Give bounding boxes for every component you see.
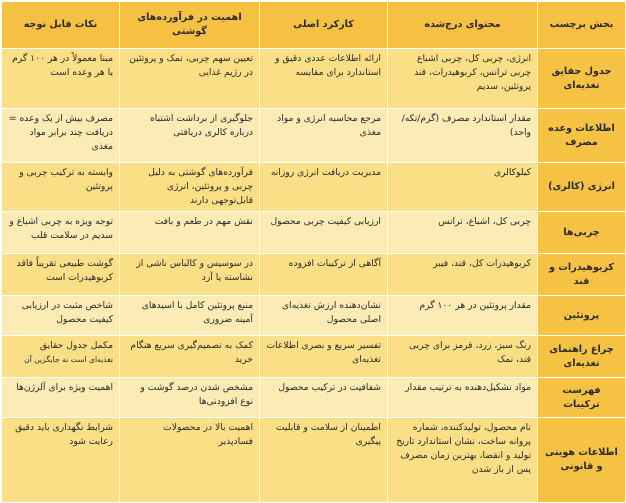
nutrition-label-table-container: [1, 1, 625, 488]
cell-function: ارائه اطلاعات عددی دقیق و استاندارد برای مقایسه: [260, 49, 388, 109]
cell-content: کربوهیدرات کل، قند، فیبر: [388, 254, 538, 296]
cell-function: مدیریت دریافت انرژی روزانه: [260, 163, 388, 212]
cell-content: نام محصول، تولیدکننده، شماره پروانه ساخت، نشان استاندارد تاریخ تولید و انقضا، بهترین زمان مصرف پس از باز شدن: [388, 418, 538, 503]
table-row: [2, 254, 626, 296]
table-row: [2, 378, 626, 418]
table-row: [2, 49, 626, 109]
cell-importance: جلوگیری از برداشت اشتباه درباره کالری دریافتی: [120, 109, 260, 163]
row-label: پروتئین: [538, 296, 626, 336]
header-importance: اهمیت در فرآورده‌های گوشتی: [120, 2, 260, 49]
cell-function: تفسیر سریع و بصری اطلاعات تغذیه‌ای: [260, 336, 388, 378]
cell-importance: در سوسیس و کالباس ناشی از نشاسته یا آرد: [120, 254, 260, 296]
cell-content: مواد تشکیل‌دهنده به ترتیب مقدار: [388, 378, 538, 418]
cell-notes: توجه ویژه به چربی اشباع و سدیم در سلامت قلب: [2, 212, 120, 254]
nutrition-label-table: [1, 1, 626, 503]
cell-notes: شاخص مثبت در ارزیابی کیفیت محصول: [2, 296, 120, 336]
cell-notes: [2, 336, 120, 378]
row-label: چربی‌ها: [538, 212, 626, 254]
table-row: [2, 418, 626, 503]
row-label: انرژی (کالری): [538, 163, 626, 212]
cell-importance: منبع پروتئین کامل با اسیدهای آمینه ضروری: [120, 296, 260, 336]
table-row: [2, 336, 626, 378]
cell-importance: فرآورده‌های گوشتی به دلیل چربی و پروتئین، انرژی قابل‌توجهی دارند: [120, 163, 260, 212]
cell-notes: وابسته به ترکیب چربی و پروتئین: [2, 163, 120, 212]
cell-content: کیلوکالری: [388, 163, 538, 212]
cell-content: رنگ سبز، زرد، قرمز برای چربی قند، نمک: [388, 336, 538, 378]
cell-function: ارزیابی کیفیت چربی محصول: [260, 212, 388, 254]
header-function: کارکرد اصلی: [260, 2, 388, 49]
notes-small-text: تغذیه‌ای است نه جایگزین آن: [24, 355, 113, 364]
row-label: اطلاعات وعده مصرف: [538, 109, 626, 163]
header-notes: نکات قابل توجه: [2, 2, 120, 49]
row-label: فهرست ترکیبات: [538, 378, 626, 418]
notes-main-text: مکمل جدول حقایق: [39, 340, 113, 351]
cell-content: انرژی، چربی کل، چربی اشباع چربی ترانس، کربوهیدرات، قند پروتئین، سدیم: [388, 49, 538, 109]
table-row: [2, 109, 626, 163]
cell-importance: اهمیت بالا در محصولات فسادپذیر: [120, 418, 260, 503]
header-content: محتوای درج‌شده: [388, 2, 538, 49]
table-row: [2, 163, 626, 212]
cell-content: مقدار استاندارد مصرف (گرم/تکه/واحد): [388, 109, 538, 163]
cell-function: مرجع محاسبه انرژی و مواد مغذی: [260, 109, 388, 163]
cell-notes: گوشت طبیعی تقریباً فاقد کربوهیدرات است: [2, 254, 120, 296]
row-label: کربوهیدرات و قند: [538, 254, 626, 296]
cell-importance: نقش مهم در طعم و بافت: [120, 212, 260, 254]
header-section: بخش برچسب: [538, 2, 626, 49]
cell-content: مقدار پروتئین در هر ۱۰۰ گرم: [388, 296, 538, 336]
cell-notes: مبنا معمولاً در هر ۱۰۰ گرم یا هر وعده است: [2, 49, 120, 109]
cell-function: نشان‌دهنده ارزش تغذیه‌ای اصلی محصول: [260, 296, 388, 336]
table-header-row: [2, 2, 626, 49]
cell-importance: مشخص شدن درصد گوشت و نوع افزودنی‌ها: [120, 378, 260, 418]
cell-function: اطمینان از سلامت و قابلیت پیگیری: [260, 418, 388, 503]
row-label: چراغ راهنمای تغذیه‌ای: [538, 336, 626, 378]
cell-notes: اهمیت ویژه برای آلرژن‌ها: [2, 378, 120, 418]
row-label: جدول حقایق تغذیه‌ای: [538, 49, 626, 109]
cell-notes: مصرف بیش از یک وعده = دریافت چند برابر مواد مغذی: [2, 109, 120, 163]
table-row: [2, 212, 626, 254]
cell-notes: شرایط نگهداری باید دقیق رعایت شود: [2, 418, 120, 503]
cell-importance: کمک به تصمیم‌گیری سریع هنگام خرید: [120, 336, 260, 378]
cell-function: شفافیت در ترکیب محصول: [260, 378, 388, 418]
cell-importance: تعیین سهم چربی، نمک و پروتئین در رژیم غذایی: [120, 49, 260, 109]
cell-content: چربی کل، اشباع، ترانس: [388, 212, 538, 254]
table-row: [2, 296, 626, 336]
row-label: اطلاعات هویتی و قانونی: [538, 418, 626, 503]
cell-function: آگاهی از ترکیبات افزوده: [260, 254, 388, 296]
